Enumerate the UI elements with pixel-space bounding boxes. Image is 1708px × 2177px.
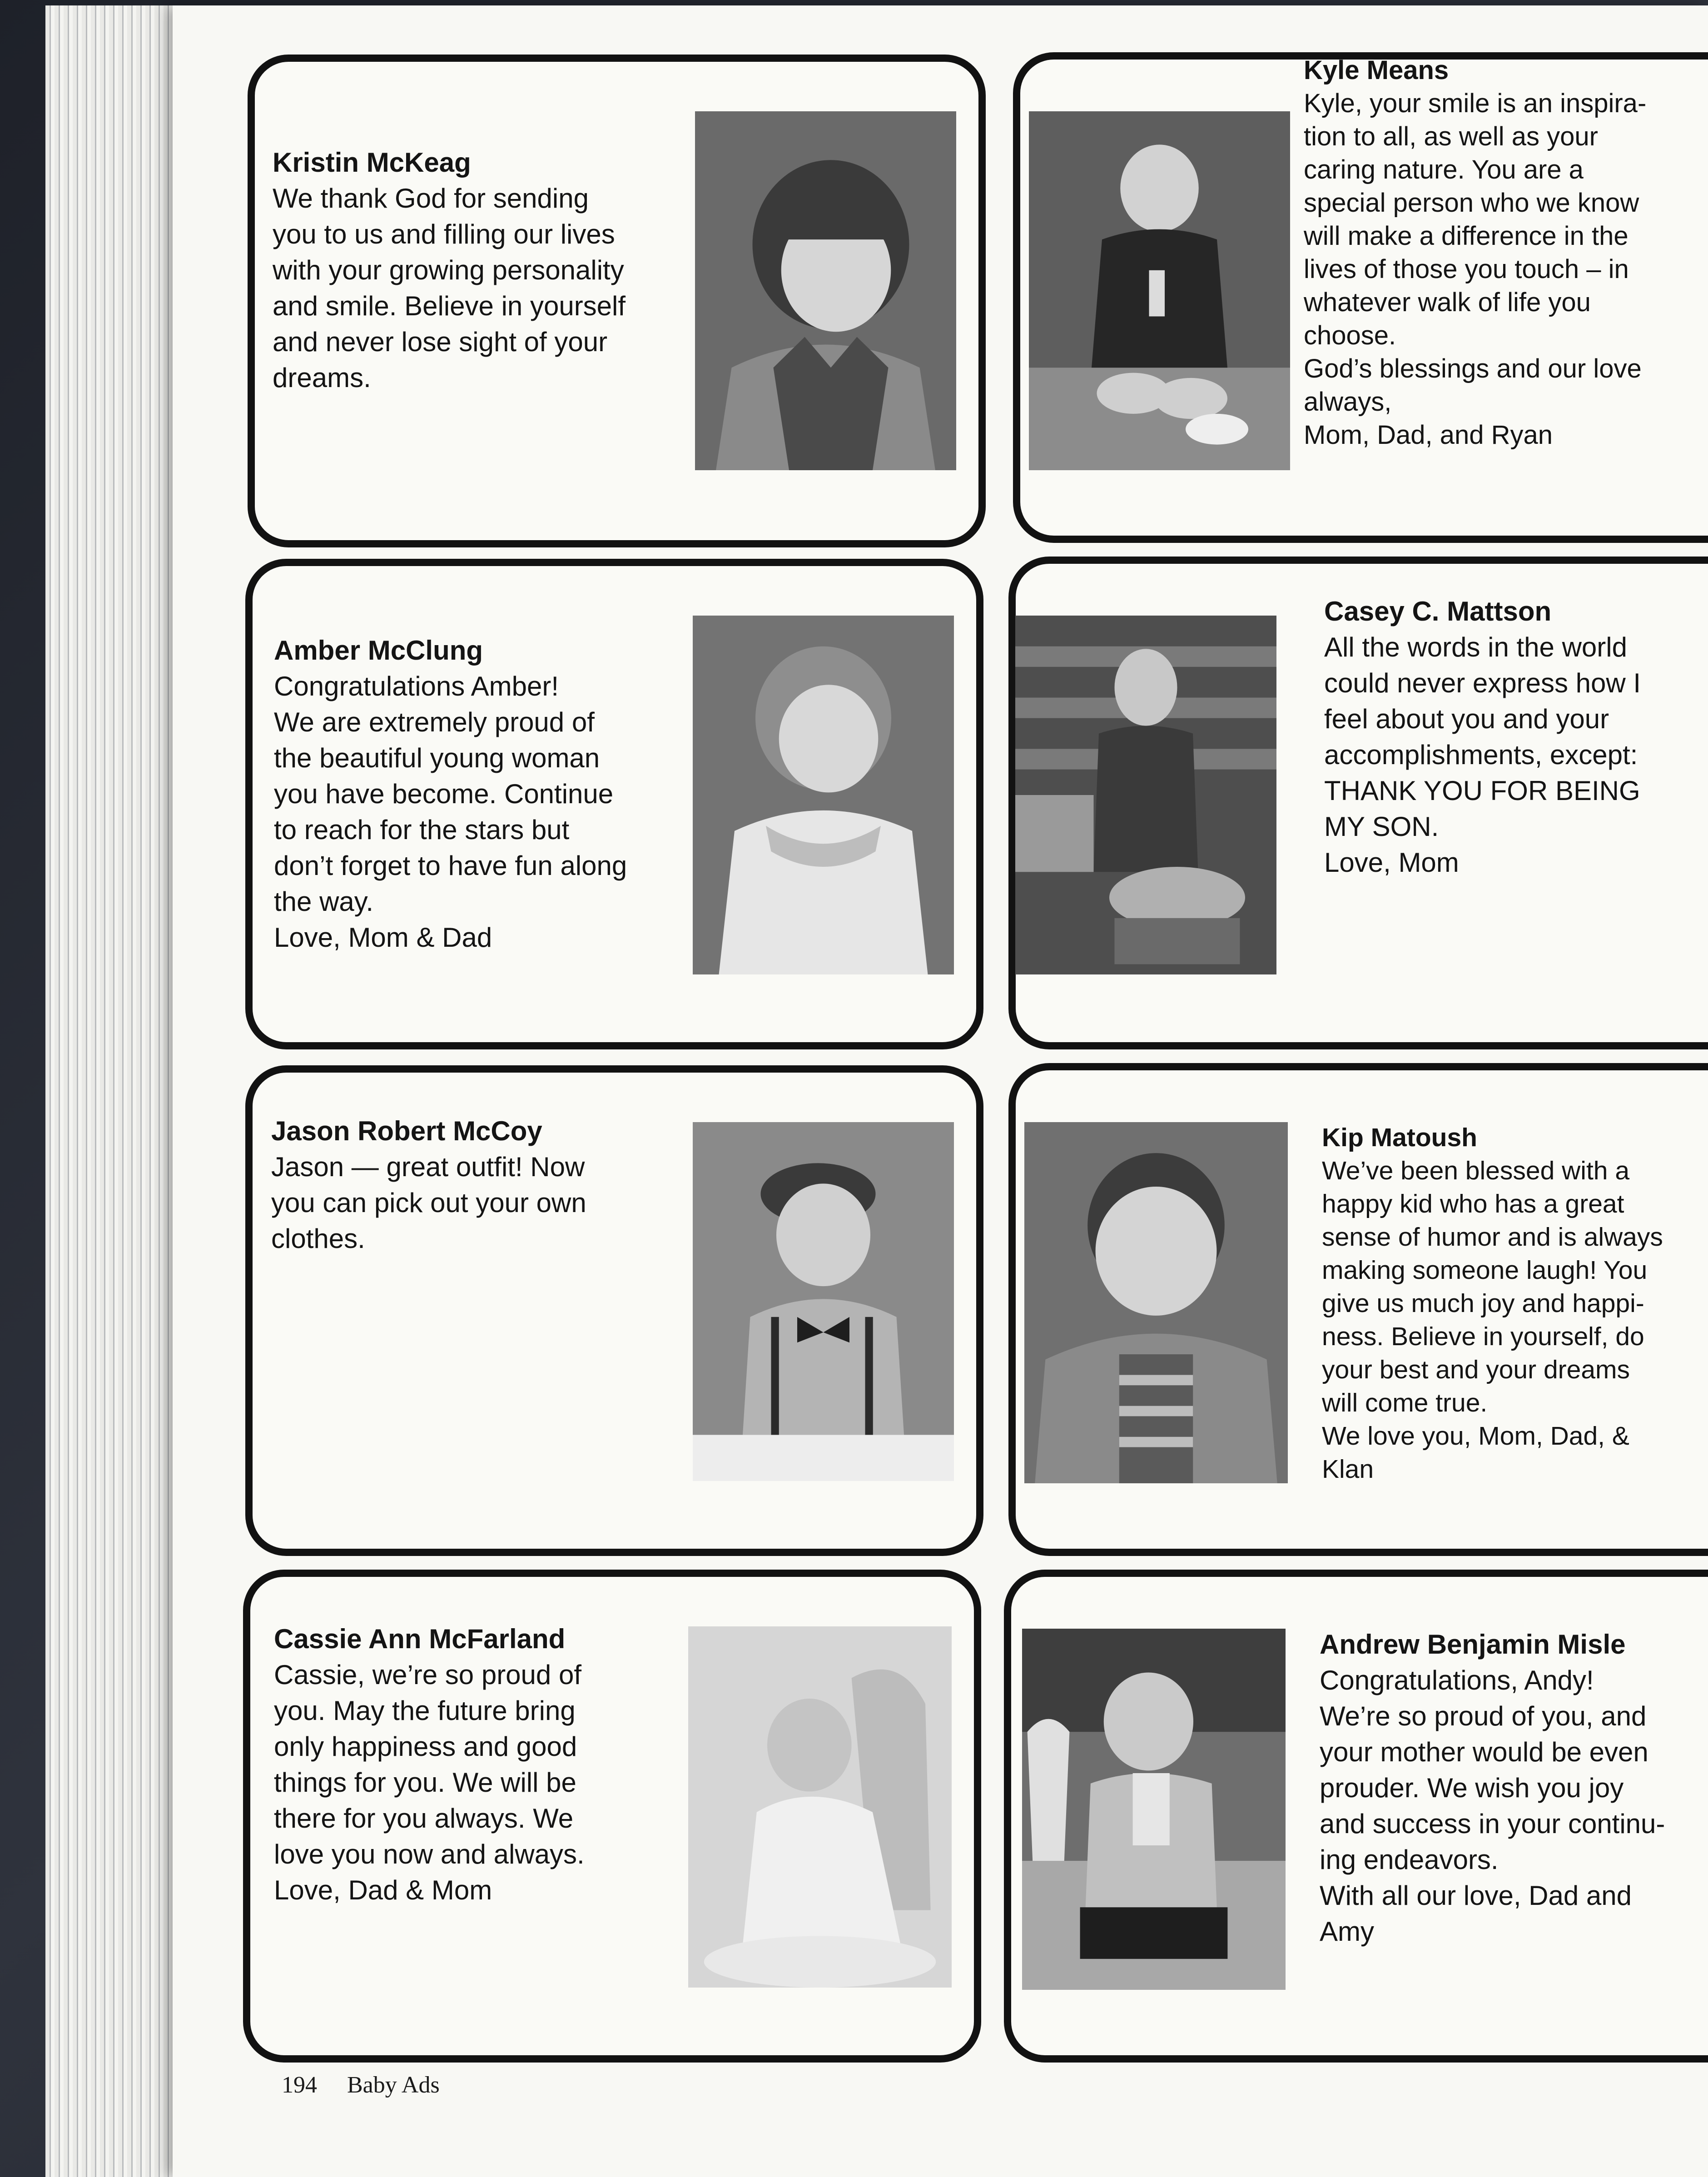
message-line: We love you, Mom, Dad, & bbox=[1322, 1422, 1629, 1451]
message-line: happy kid who has a great bbox=[1322, 1189, 1624, 1218]
message-line: and success in your continu- bbox=[1320, 1809, 1665, 1839]
ad-text-jason bbox=[271, 1113, 586, 1257]
message-line: to reach for the stars but bbox=[274, 815, 570, 845]
child-name: Andrew Benjamin Misle bbox=[1320, 1629, 1626, 1660]
message-line: Love, Dad & Mom bbox=[274, 1875, 492, 1905]
message-line: your best and your dreams bbox=[1322, 1355, 1630, 1384]
message-line: Cassie, we’re so proud of bbox=[274, 1660, 581, 1690]
message-line: things for you. We will be bbox=[274, 1767, 576, 1798]
message-line: We thank God for sending bbox=[273, 183, 589, 214]
message-line: Kyle, your smile is an inspira- bbox=[1304, 89, 1647, 118]
message-line: We’re so proud of you, and bbox=[1320, 1701, 1647, 1731]
child-name: Kyle Means bbox=[1304, 55, 1449, 85]
message-line: ing endeavors. bbox=[1320, 1844, 1499, 1875]
message-line: Klan bbox=[1322, 1455, 1374, 1484]
message-line: All the words in the world bbox=[1324, 632, 1627, 662]
message-line: caring nature. You are a bbox=[1304, 155, 1584, 184]
message-line: love you now and always. bbox=[274, 1839, 585, 1869]
message-line: with your growing personality bbox=[273, 255, 624, 285]
message-line: MY SON. bbox=[1324, 811, 1439, 842]
message-line: Love, Mom & Dad bbox=[274, 922, 492, 953]
photo-andrew bbox=[1022, 1629, 1286, 1990]
ad-text-casey bbox=[1324, 593, 1641, 880]
ad-text-andrew bbox=[1320, 1626, 1665, 1949]
message-line: you. May the future bring bbox=[274, 1695, 576, 1726]
message-line: THANK YOU FOR BEING bbox=[1324, 775, 1640, 806]
child-name: Kip Matoush bbox=[1322, 1123, 1477, 1152]
message-line: lives of those you touch – in bbox=[1304, 254, 1629, 284]
message-line: God’s blessings and our love bbox=[1304, 354, 1642, 383]
message-line: will make a difference in the bbox=[1304, 221, 1629, 251]
message-line: will come true. bbox=[1322, 1388, 1488, 1417]
message-line: tion to all, as well as your bbox=[1304, 122, 1598, 151]
message-line: special person who we know bbox=[1304, 188, 1639, 218]
message-line: feel about you and your bbox=[1324, 704, 1609, 734]
message-line: With all our love, Dad and bbox=[1320, 1880, 1632, 1911]
message-line: We’ve been blessed with a bbox=[1322, 1156, 1630, 1185]
photo-jason bbox=[693, 1122, 954, 1481]
child-name: Kristin McKeag bbox=[273, 147, 471, 178]
message-line: you to us and filling our lives bbox=[273, 219, 615, 249]
message-line: don’t forget to have fun along bbox=[274, 850, 627, 881]
photo-kip bbox=[1024, 1122, 1288, 1483]
message-line: clothes. bbox=[271, 1223, 365, 1254]
message-line: you can pick out your own bbox=[271, 1188, 586, 1218]
message-line: Love, Mom bbox=[1324, 847, 1459, 878]
photo-kristin bbox=[695, 111, 956, 470]
message-line: accomplishments, except: bbox=[1324, 740, 1638, 770]
message-line: whatever walk of life you bbox=[1304, 288, 1591, 317]
section-title: Baby Ads bbox=[347, 2072, 440, 2098]
photo-amber bbox=[693, 616, 954, 974]
message-line: the beautiful young woman bbox=[274, 743, 600, 773]
message-line: and smile. Believe in yourself bbox=[273, 291, 626, 321]
photo-kyle bbox=[1029, 111, 1290, 470]
photo-cassie bbox=[688, 1626, 952, 1988]
message-line: you have become. Continue bbox=[274, 779, 614, 809]
ad-text-cassie bbox=[274, 1621, 585, 1908]
message-line: Congratulations, Andy! bbox=[1320, 1665, 1594, 1695]
message-line: give us much joy and happi- bbox=[1322, 1289, 1644, 1318]
message-line: Mom, Dad, and Ryan bbox=[1304, 420, 1553, 450]
ad-text-kristin bbox=[273, 144, 626, 396]
photo-casey bbox=[1015, 616, 1276, 974]
page-footer bbox=[282, 2072, 440, 2098]
message-line: Jason — great outfit! Now bbox=[271, 1152, 585, 1182]
message-line: the way. bbox=[274, 886, 373, 917]
message-line: only happiness and good bbox=[274, 1731, 577, 1762]
message-line: prouder. We wish you joy bbox=[1320, 1773, 1624, 1803]
child-name: Jason Robert McCoy bbox=[271, 1116, 542, 1146]
ad-text-kip bbox=[1322, 1121, 1663, 1486]
ad-text-kyle bbox=[1304, 54, 1646, 452]
ad-text-amber bbox=[274, 632, 627, 955]
message-line: your mother would be even bbox=[1320, 1737, 1648, 1767]
message-line: Congratulations Amber! bbox=[274, 671, 559, 701]
message-line: choose. bbox=[1304, 321, 1396, 350]
message-line: could never express how I bbox=[1324, 668, 1641, 698]
message-line: We are extremely proud of bbox=[274, 707, 595, 737]
child-name: Cassie Ann McFarland bbox=[274, 1624, 566, 1654]
page-number: 194 bbox=[282, 2072, 317, 2098]
message-line: and never lose sight of your bbox=[273, 327, 608, 357]
message-line: there for you always. We bbox=[274, 1803, 574, 1834]
message-line: Amy bbox=[1320, 1916, 1374, 1947]
message-line: always, bbox=[1304, 387, 1392, 417]
child-name: Amber McClung bbox=[274, 635, 483, 666]
message-line: sense of humor and is always bbox=[1322, 1223, 1663, 1252]
message-line: dreams. bbox=[273, 363, 371, 393]
child-name: Casey C. Mattson bbox=[1324, 596, 1552, 626]
message-line: making someone laugh! You bbox=[1322, 1256, 1648, 1285]
message-line: ness. Believe in yourself, do bbox=[1322, 1322, 1644, 1351]
